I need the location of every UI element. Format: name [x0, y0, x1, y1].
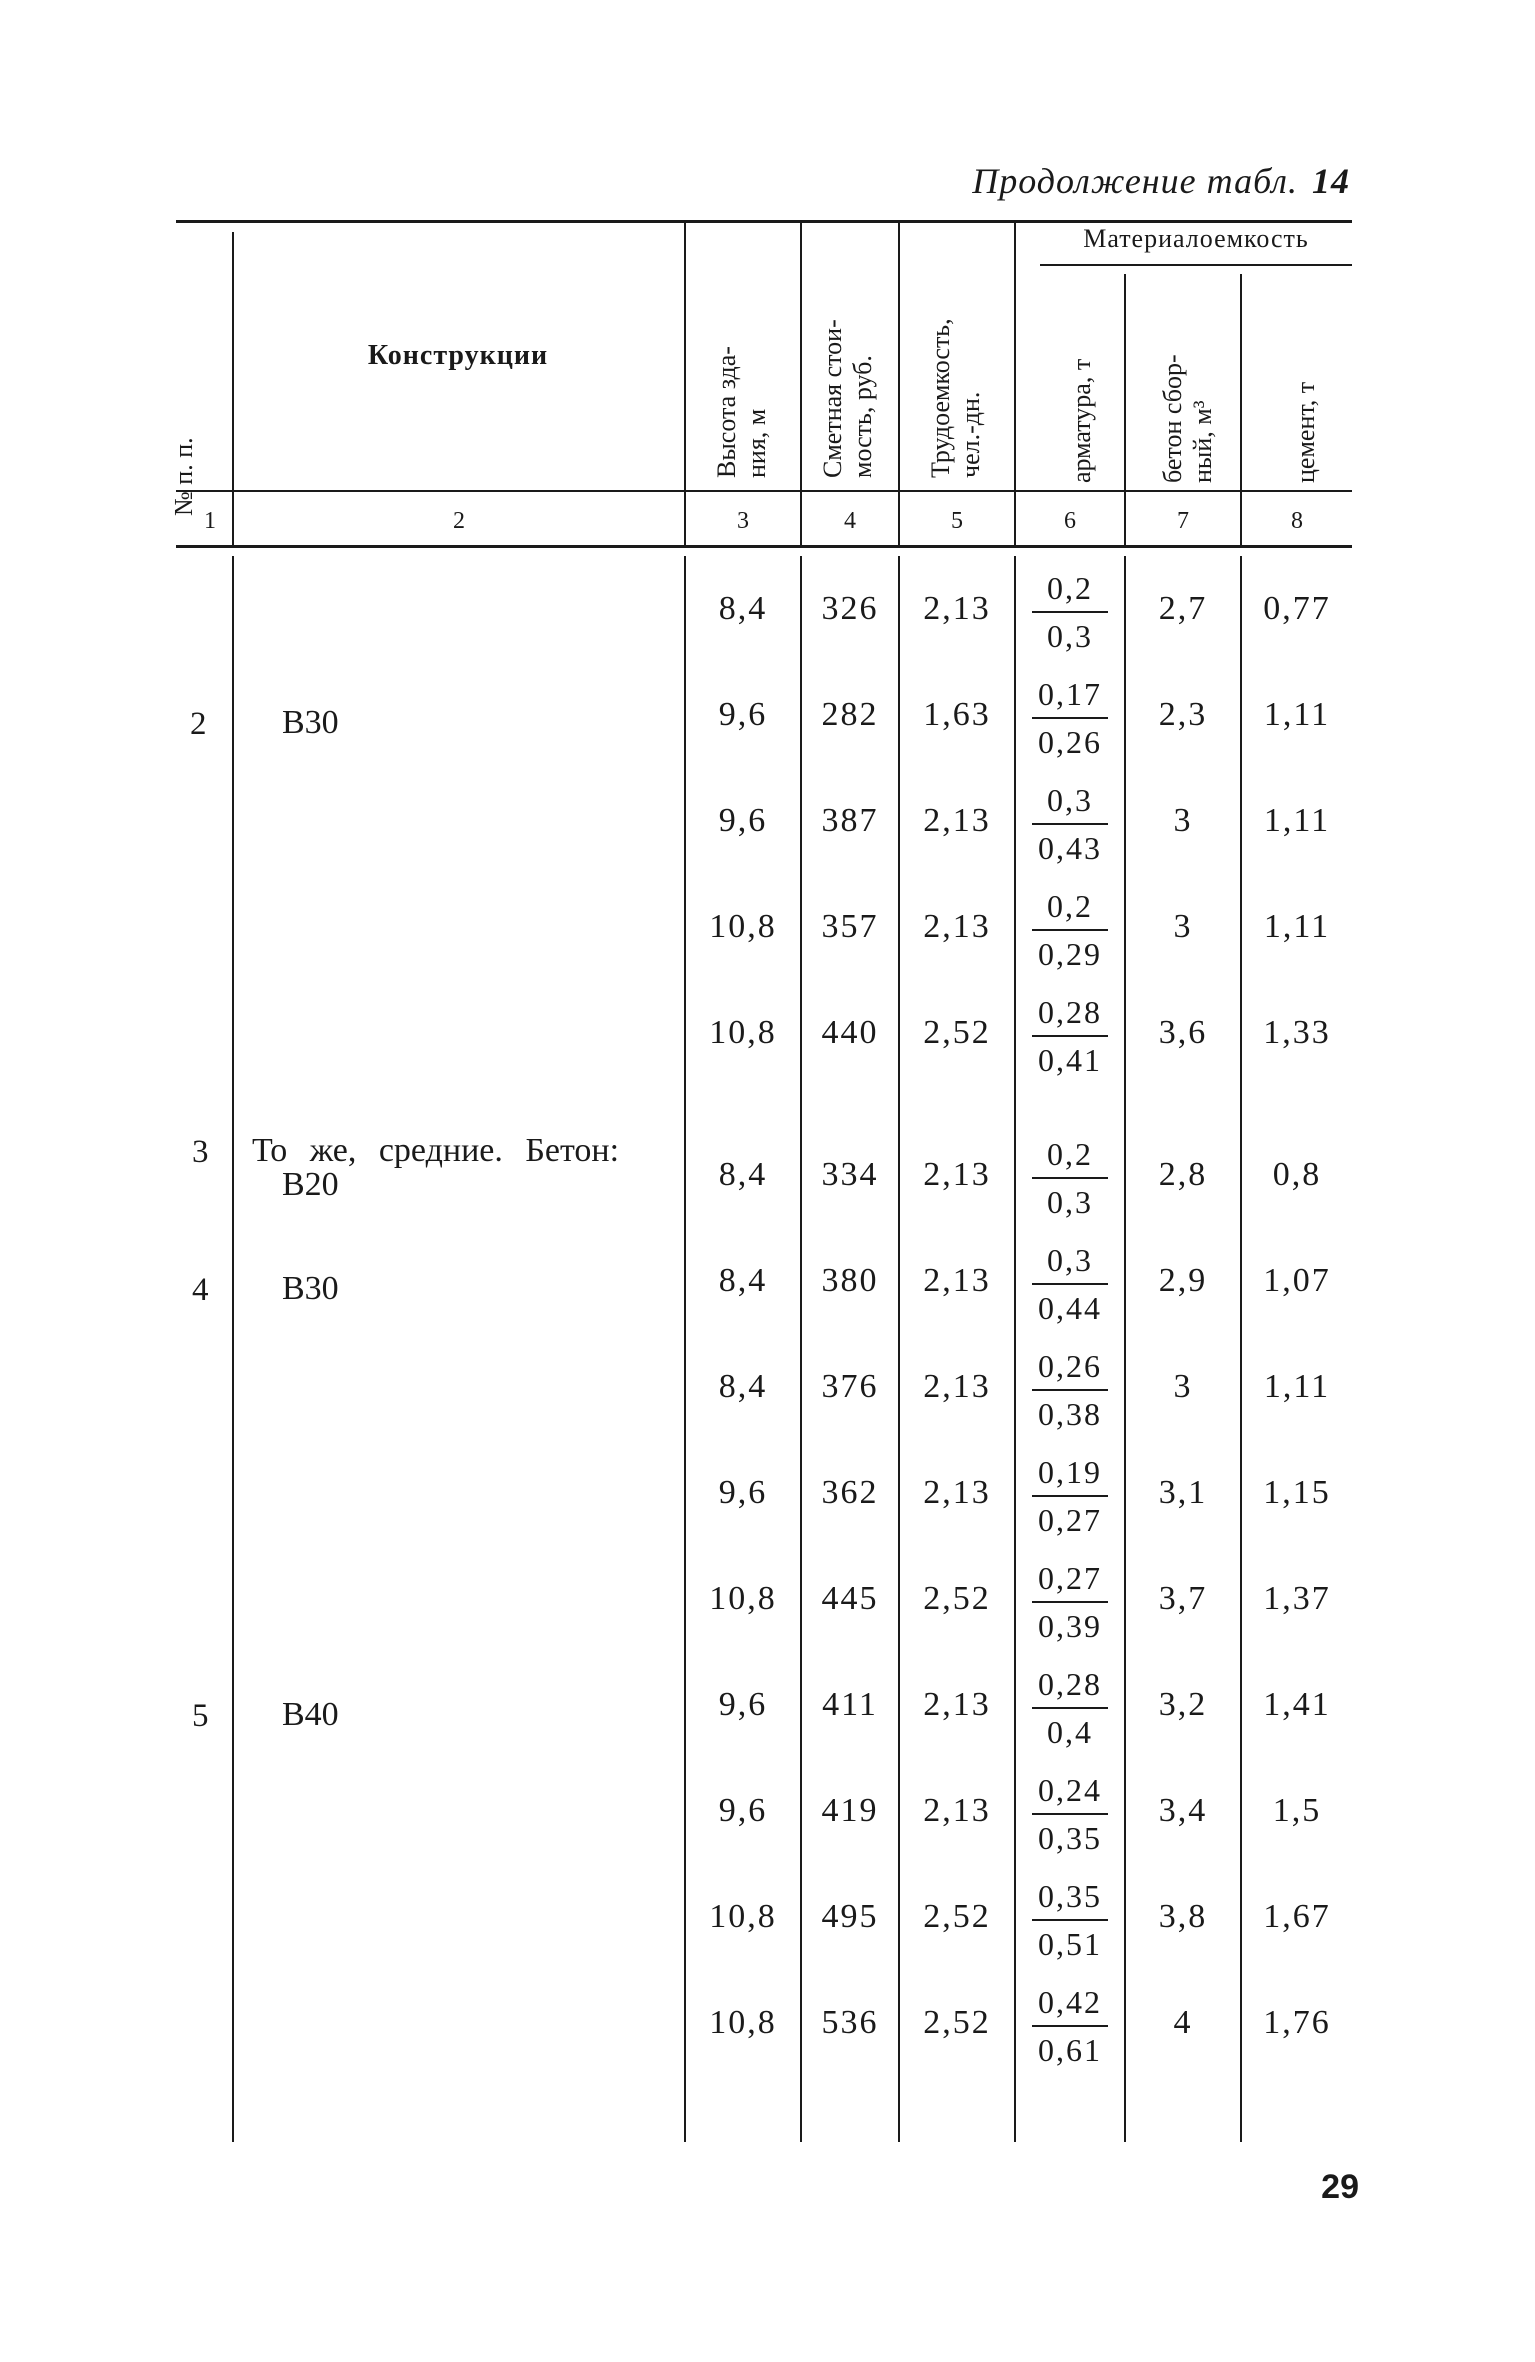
- building-height-cell: 8,4: [718, 1368, 768, 1405]
- labor-intensity-cell: 2,13: [923, 1686, 991, 1723]
- cement-cell: 1,11: [1263, 908, 1331, 945]
- header-bottom-rule: [176, 490, 1352, 492]
- row-number: 2: [190, 706, 207, 742]
- rebar-fraction-cell: [1032, 568, 1108, 656]
- precast-concrete-cell: 2,9: [1158, 1262, 1208, 1299]
- colnum-2: 2: [453, 508, 465, 534]
- estimated-cost-cell: 536: [821, 2004, 879, 2041]
- labor-intensity-cell: 2,13: [923, 1368, 991, 1405]
- cement-cell: 0,77: [1263, 590, 1331, 627]
- header-cost: [818, 238, 878, 478]
- rebar-fraction-cell: [1032, 1664, 1108, 1752]
- estimated-cost-cell: 334: [821, 1156, 879, 1193]
- header-material-group: [1040, 224, 1352, 254]
- construction-label: B40: [282, 1696, 339, 1733]
- building-height-cell: 10,8: [709, 1898, 777, 1935]
- colnum-7: 7: [1177, 508, 1189, 534]
- rebar-numerator: 0,35: [1038, 1878, 1102, 1914]
- colnum-8: 8: [1291, 508, 1303, 534]
- cement-cell: 1,07: [1263, 1262, 1331, 1299]
- precast-concrete-cell: 3,8: [1158, 1898, 1208, 1935]
- row-number: 4: [192, 1272, 209, 1308]
- fraction-bar: [1032, 1035, 1108, 1037]
- rebar-fraction-cell: [1032, 780, 1108, 868]
- rebar-numerator: 0,2: [1047, 570, 1093, 606]
- estimated-cost-cell: 411: [822, 1686, 878, 1723]
- header-material-group-text: Материалоемкость: [1083, 224, 1309, 253]
- precast-concrete-cell: 3,6: [1158, 1014, 1208, 1051]
- header-rebar-text: арматура, т: [1067, 358, 1096, 483]
- fraction-bar: [1032, 1601, 1108, 1603]
- header-constructions: [236, 340, 680, 372]
- rebar-denominator: 0,29: [1038, 936, 1102, 972]
- header-sep-1: [232, 232, 234, 545]
- fraction-bar: [1032, 929, 1108, 931]
- rebar-numerator: 0,2: [1047, 888, 1093, 924]
- cement-cell: 1,41: [1263, 1686, 1331, 1723]
- building-height-cell: 10,8: [709, 2004, 777, 2041]
- rebar-fraction-cell: [1032, 1558, 1108, 1646]
- rebar-numerator: 0,26: [1038, 1348, 1102, 1384]
- precast-concrete-cell: 2,7: [1158, 590, 1208, 627]
- group-header-rule: [1040, 264, 1352, 266]
- header-cement-text: цемент, т: [1291, 381, 1320, 483]
- colnum-3: 3: [737, 508, 749, 534]
- rebar-fraction-cell: [1032, 674, 1108, 762]
- caption-number: 14: [1312, 161, 1350, 201]
- rebar-denominator: 0,41: [1038, 1042, 1102, 1078]
- header-sep-5: [1014, 222, 1016, 545]
- rebar-denominator: 0,44: [1038, 1290, 1102, 1326]
- cement-cell: 1,76: [1263, 2004, 1331, 2041]
- labor-intensity-cell: 2,13: [923, 1474, 991, 1511]
- rebar-numerator: 0,28: [1038, 1666, 1102, 1702]
- rebar-fraction-cell: [1032, 1452, 1108, 1540]
- fraction-bar: [1032, 2025, 1108, 2027]
- precast-concrete-cell: 3,2: [1158, 1686, 1208, 1723]
- fraction-bar: [1032, 823, 1108, 825]
- fraction-bar: [1032, 1389, 1108, 1391]
- header-constructions-text: Конструкции: [367, 340, 549, 371]
- header-labor-line2: чел.-дн.: [956, 391, 985, 478]
- precast-concrete-cell: 3: [1173, 1368, 1193, 1405]
- labor-intensity-cell: 2,52: [923, 1014, 991, 1051]
- building-height-cell: 10,8: [709, 1580, 777, 1617]
- header-precast-line2: ный, м³: [1188, 400, 1217, 483]
- rebar-numerator: 0,17: [1038, 676, 1102, 712]
- header-height: [712, 238, 772, 478]
- labor-intensity-cell: 2,13: [923, 908, 991, 945]
- header-rebar: [1067, 283, 1097, 483]
- colnum-bottom-rule: [176, 545, 1352, 548]
- precast-concrete-cell: 3,7: [1158, 1580, 1208, 1617]
- header-precast-concrete: [1158, 283, 1218, 483]
- building-height-cell: 8,4: [718, 1156, 768, 1193]
- estimated-cost-cell: 376: [821, 1368, 879, 1405]
- header-sep-7: [1240, 274, 1242, 545]
- cement-cell: 1,11: [1263, 696, 1331, 733]
- rebar-fraction-cell: [1032, 992, 1108, 1080]
- header-cost-line1: Сметная стои-: [818, 319, 847, 478]
- rebar-denominator: 0,51: [1038, 1926, 1102, 1962]
- rebar-denominator: 0,3: [1047, 618, 1093, 654]
- rebar-numerator: 0,42: [1038, 1984, 1102, 2020]
- body-sep-1: [232, 556, 234, 2142]
- estimated-cost-cell: 440: [821, 1014, 879, 1051]
- colnum-5: 5: [951, 508, 963, 534]
- cement-cell: 1,11: [1263, 802, 1331, 839]
- precast-concrete-cell: 2,3: [1158, 696, 1208, 733]
- labor-intensity-cell: 1,63: [923, 696, 991, 733]
- estimated-cost-cell: 387: [821, 802, 879, 839]
- header-height-line2: ния, м: [742, 408, 771, 478]
- body-sep-5: [1014, 556, 1016, 2142]
- header-cement: [1291, 283, 1321, 483]
- fraction-bar: [1032, 1813, 1108, 1815]
- fraction-bar: [1032, 1283, 1108, 1285]
- precast-concrete-cell: 4: [1173, 2004, 1193, 2041]
- rebar-numerator: 0,24: [1038, 1772, 1102, 1808]
- header-sep-3: [800, 222, 802, 545]
- rebar-fraction-cell: [1032, 886, 1108, 974]
- labor-intensity-cell: 2,13: [923, 1156, 991, 1193]
- header-labor-line1: Трудоемкость,: [926, 318, 955, 478]
- building-height-cell: 8,4: [718, 1262, 768, 1299]
- rebar-fraction-cell: [1032, 1876, 1108, 1964]
- cement-cell: 1,67: [1263, 1898, 1331, 1935]
- cement-cell: 0,8: [1272, 1156, 1322, 1193]
- colnum-6: 6: [1064, 508, 1076, 534]
- fraction-bar: [1032, 1919, 1108, 1921]
- fraction-bar: [1032, 1495, 1108, 1497]
- labor-intensity-cell: 2,52: [923, 1580, 991, 1617]
- rebar-denominator: 0,4: [1047, 1714, 1093, 1750]
- labor-intensity-cell: 2,13: [923, 802, 991, 839]
- rebar-denominator: 0,61: [1038, 2032, 1102, 2068]
- row-number: 5: [192, 1698, 209, 1734]
- header-row-number: [169, 356, 199, 516]
- table-top-rule: [176, 220, 1352, 223]
- building-height-cell: 9,6: [718, 1792, 768, 1829]
- construction-label: B30: [282, 1270, 339, 1307]
- labor-intensity-cell: 2,52: [923, 2004, 991, 2041]
- building-height-cell: 9,6: [718, 1686, 768, 1723]
- fraction-bar: [1032, 1177, 1108, 1179]
- estimated-cost-cell: 419: [821, 1792, 879, 1829]
- building-height-cell: 10,8: [709, 908, 777, 945]
- estimated-cost-cell: 362: [821, 1474, 879, 1511]
- header-height-line1: Высота зда-: [712, 346, 741, 478]
- fraction-bar: [1032, 717, 1108, 719]
- rebar-denominator: 0,3: [1047, 1184, 1093, 1220]
- rebar-fraction-cell: [1032, 1770, 1108, 1858]
- labor-intensity-cell: 2,13: [923, 1262, 991, 1299]
- rebar-numerator: 0,3: [1047, 1242, 1093, 1278]
- rebar-denominator: 0,35: [1038, 1820, 1102, 1856]
- rebar-numerator: 0,19: [1038, 1454, 1102, 1490]
- rebar-denominator: 0,38: [1038, 1396, 1102, 1432]
- rebar-fraction-cell: [1032, 1240, 1108, 1328]
- building-height-cell: 9,6: [718, 1474, 768, 1511]
- construction-label-continued: B20: [282, 1166, 339, 1203]
- rebar-fraction-cell: [1032, 1134, 1108, 1222]
- header-precast-line1: бетон сбор-: [1158, 354, 1187, 483]
- header-row-number-text: № п. п.: [169, 437, 198, 516]
- estimated-cost-cell: 380: [821, 1262, 879, 1299]
- estimated-cost-cell: 282: [821, 696, 879, 733]
- rebar-fraction-cell: [1032, 1346, 1108, 1434]
- estimated-cost-cell: 445: [821, 1580, 879, 1617]
- header-sep-6: [1124, 274, 1126, 545]
- rebar-fraction-cell: [1032, 1982, 1108, 2070]
- labor-intensity-cell: 2,52: [923, 1898, 991, 1935]
- building-height-cell: 8,4: [718, 590, 768, 627]
- cement-cell: 1,15: [1263, 1474, 1331, 1511]
- page-number: 29: [1321, 2168, 1359, 2206]
- precast-concrete-cell: 2,8: [1158, 1156, 1208, 1193]
- colnum-4: 4: [844, 508, 856, 534]
- header-sep-2: [684, 222, 686, 545]
- cement-cell: 1,11: [1263, 1368, 1331, 1405]
- rebar-numerator: 0,2: [1047, 1136, 1093, 1172]
- rebar-numerator: 0,28: [1038, 994, 1102, 1030]
- estimated-cost-cell: 326: [821, 590, 879, 627]
- precast-concrete-cell: 3: [1173, 908, 1193, 945]
- rebar-denominator: 0,27: [1038, 1502, 1102, 1538]
- rebar-denominator: 0,43: [1038, 830, 1102, 866]
- construction-label: B30: [282, 704, 339, 741]
- fraction-bar: [1032, 611, 1108, 613]
- cement-cell: 1,33: [1263, 1014, 1331, 1051]
- header-sep-4: [898, 222, 900, 545]
- construction-label: То же, средние. Бетон:: [252, 1132, 620, 1169]
- rebar-denominator: 0,26: [1038, 724, 1102, 760]
- building-height-cell: 9,6: [718, 696, 768, 733]
- precast-concrete-cell: 3: [1173, 802, 1193, 839]
- header-labor: [926, 238, 986, 478]
- labor-intensity-cell: 2,13: [923, 1792, 991, 1829]
- rebar-numerator: 0,27: [1038, 1560, 1102, 1596]
- fraction-bar: [1032, 1707, 1108, 1709]
- estimated-cost-cell: 357: [821, 908, 879, 945]
- row-number: 3: [192, 1134, 209, 1170]
- cement-cell: 1,37: [1263, 1580, 1331, 1617]
- labor-intensity-cell: 2,13: [923, 590, 991, 627]
- header-cost-line2: мость, руб.: [848, 355, 877, 478]
- rebar-denominator: 0,39: [1038, 1608, 1102, 1644]
- estimated-cost-cell: 495: [821, 1898, 879, 1935]
- caption-text: Продолжение табл.: [972, 161, 1298, 201]
- rebar-numerator: 0,3: [1047, 782, 1093, 818]
- building-height-cell: 9,6: [718, 802, 768, 839]
- building-height-cell: 10,8: [709, 1014, 777, 1051]
- cement-cell: 1,5: [1272, 1792, 1322, 1829]
- precast-concrete-cell: 3,1: [1158, 1474, 1208, 1511]
- precast-concrete-cell: 3,4: [1158, 1792, 1208, 1829]
- table-caption: [972, 160, 1350, 202]
- colnum-1: 1: [204, 508, 216, 534]
